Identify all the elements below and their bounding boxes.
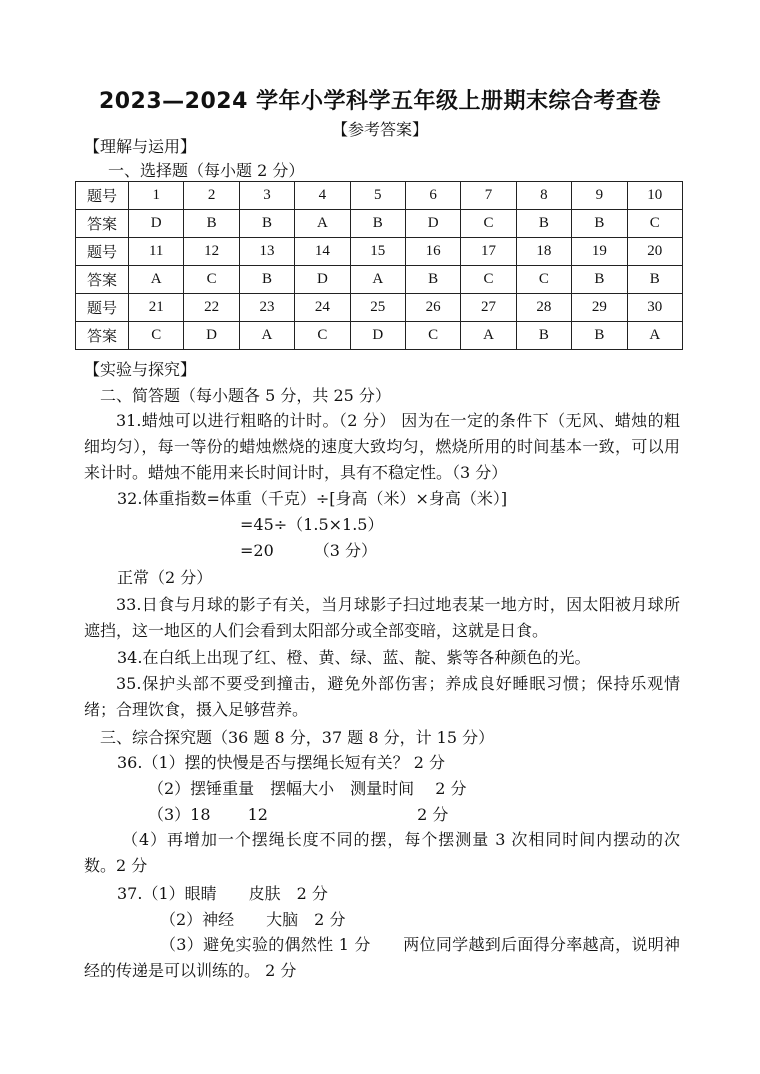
question-number-cell: 22 [184, 294, 239, 322]
answer-cell: A [627, 322, 682, 350]
question-number-cell: 3 [239, 182, 294, 210]
question-number-cell: 19 [572, 238, 627, 266]
answer-q36-3: （3）18 12 2 分 [148, 805, 449, 824]
question-number-cell: 8 [516, 182, 571, 210]
table-row-answers [76, 210, 683, 238]
section-heading-understanding: 【理解与运用】 [84, 137, 197, 156]
answer-cell: C [461, 210, 516, 238]
question-number-cell: 30 [627, 294, 682, 322]
row-label-answer: 答案 [76, 210, 129, 238]
question-number-cell: 9 [572, 182, 627, 210]
answer-cell: B [184, 210, 239, 238]
table-row-question-numbers [76, 294, 683, 322]
page-title: 2023—2024 学年小学科学五年级上册期末综合考查卷 [98, 89, 662, 114]
answer-cell: A [461, 322, 516, 350]
answer-cell: B [627, 266, 682, 294]
table-row-answers [76, 322, 683, 350]
table-row-question-numbers [76, 182, 683, 210]
question-number-cell: 21 [129, 294, 184, 322]
answer-q32-line1: 32.体重指数=体重（千克）÷[身高（米）×身高（米）] [117, 489, 508, 508]
answer-table [75, 181, 683, 350]
question-number-cell: 10 [627, 182, 682, 210]
answer-cell: B [572, 266, 627, 294]
answer-cell: B [239, 266, 294, 294]
question-number-cell: 29 [572, 294, 627, 322]
answer-cell: B [516, 210, 571, 238]
answer-q31: 31.蜡烛可以进行粗略的计时。（2 分） 因为在一定的条件下（无风、蜡烛的粗细均匀），每一等份的蜡烛燃烧的速度大致均匀，燃烧所用的时间基本一致，可以用来计时。蜡烛不能用来长时间计时，具有不稳定性。（3 分） [84, 411, 680, 482]
page-subtitle: 【参考答案】 [331, 120, 428, 139]
answer-cell: C [627, 210, 682, 238]
answer-cell: D [405, 210, 460, 238]
answer-q37-1: 37.（1）眼睛 皮肤 2 分 [117, 884, 328, 903]
answer-cell: D [350, 322, 405, 350]
answer-cell: A [239, 322, 294, 350]
answer-q36-1: 36.（1）摆的快慢是否与摆绳长短有关？ 2 分 [117, 753, 445, 772]
question-number-cell: 27 [461, 294, 516, 322]
answer-q37-3: （3）避免实验的偶然性 1 分 两位同学越到后面得分率越高，说明神经的传递是可以训练的。 2 分 [84, 935, 680, 980]
answer-cell: B [350, 210, 405, 238]
question-number-cell: 26 [405, 294, 460, 322]
answer-q33: 33.日食与月球的影子有关，当月球影子扫过地表某一地方时，因太阳被月球所遮挡，这一地区的人们会看到太阳部分或全部变暗，这就是日食。 [84, 595, 680, 640]
section-heading-experiment: 【实验与探究】 [84, 360, 197, 379]
question-number-cell: 1 [129, 182, 184, 210]
answer-q34: 34.在白纸上出现了红、橙、黄、绿、蓝、靛、紫等各种颜色的光。 [117, 648, 591, 667]
answer-cell: C [184, 266, 239, 294]
answer-q35: 35.保护头部不要受到撞击，避免外部伤害；养成良好睡眠习惯；保持乐观情绪；合理饮食，摄入足够营养。 [84, 674, 680, 719]
row-label-answer: 答案 [76, 266, 129, 294]
question-number-cell: 11 [129, 238, 184, 266]
answer-q36-4: （4）再增加一个摆绳长度不同的摆，每个摆测量 3 次相同时间内摆动的次数。2 分 [84, 830, 680, 875]
part2-title: 二、简答题（每小题各 5 分，共 25 分） [100, 386, 391, 405]
question-number-cell: 17 [461, 238, 516, 266]
question-number-cell: 25 [350, 294, 405, 322]
question-number-cell: 2 [184, 182, 239, 210]
question-number-cell: 24 [295, 294, 350, 322]
question-number-cell: 7 [461, 182, 516, 210]
question-number-cell: 15 [350, 238, 405, 266]
row-label-answer: 答案 [76, 322, 129, 350]
answer-cell: B [516, 322, 571, 350]
answer-cell: C [295, 322, 350, 350]
question-number-cell: 12 [184, 238, 239, 266]
answer-cell: A [350, 266, 405, 294]
answer-cell: C [129, 322, 184, 350]
row-label-question: 题号 [76, 294, 129, 322]
answer-cell: D [295, 266, 350, 294]
answer-cell: B [572, 322, 627, 350]
answer-q36-2: （2）摆锤重量 摆幅大小 测量时间 2 分 [148, 779, 467, 798]
question-number-cell: 18 [516, 238, 571, 266]
question-number-cell: 20 [627, 238, 682, 266]
question-number-cell: 13 [239, 238, 294, 266]
answer-q32-line3: =20 （3 分） [240, 541, 378, 560]
question-number-cell: 6 [405, 182, 460, 210]
answer-q37-2: （2）神经 大脑 2 分 [160, 910, 346, 929]
answer-cell: A [295, 210, 350, 238]
table-row-answers [76, 266, 683, 294]
answer-cell: C [405, 322, 460, 350]
question-number-cell: 14 [295, 238, 350, 266]
question-number-cell: 16 [405, 238, 460, 266]
question-number-cell: 4 [295, 182, 350, 210]
table-row-question-numbers [76, 238, 683, 266]
answer-cell: B [239, 210, 294, 238]
answer-cell: D [129, 210, 184, 238]
part1-title: 一、选择题（每小题 2 分） [108, 161, 305, 180]
question-number-cell: 5 [350, 182, 405, 210]
question-number-cell: 28 [516, 294, 571, 322]
row-label-question: 题号 [76, 182, 129, 210]
answer-q32-line4: 正常（2 分） [117, 568, 213, 587]
answer-cell: C [461, 266, 516, 294]
answer-cell: A [129, 266, 184, 294]
question-number-cell: 23 [239, 294, 294, 322]
answer-q32-line2: =45÷（1.5×1.5） [240, 515, 384, 534]
answer-cell: B [572, 210, 627, 238]
part3-title: 三、综合探究题（36 题 8 分，37 题 8 分，计 15 分） [100, 728, 495, 747]
row-label-question: 题号 [76, 238, 129, 266]
answer-cell: C [516, 266, 571, 294]
answer-cell: D [184, 322, 239, 350]
answer-cell: B [405, 266, 460, 294]
